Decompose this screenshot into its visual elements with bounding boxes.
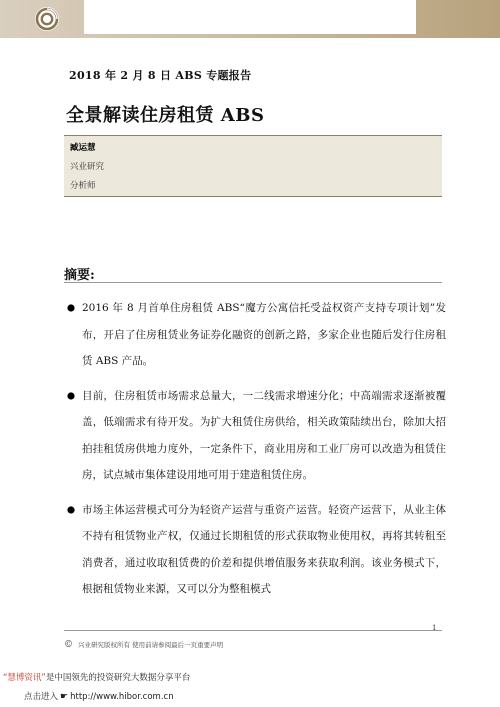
summary-bullet-text: 目前，住房租赁市场需求总量大，一二线需求增速分化；中高端需求逐渐被覆盖，低端需求有待开发。为扩大租赁住房供给，相关政策陆续出台，除加大招拍挂租赁房供地力度外，一定条件下，商业用房和工业厂房可以改造为租赁住房，试点城市集体建设用地可用于建造租赁住房。 [82, 389, 446, 481]
report-title: 全景解读住房租赁 ABS [66, 105, 265, 126]
watermark-link-line [24, 690, 174, 702]
bullet-dot-icon [66, 505, 76, 515]
copyright-text: 兴业研究版权所有 使用前请参阅最后一页重要声明 [78, 641, 224, 649]
author-name: 臧运慧 [70, 143, 96, 153]
summary-bullet [64, 383, 446, 489]
author-role: 分析师 [70, 181, 96, 191]
footer-divider [64, 630, 442, 631]
watermark-link[interactable]: http://www.hibor.com.cn [70, 692, 174, 702]
summary-bullet [64, 497, 446, 603]
watermark-link-prefix: 点击进入 [24, 692, 59, 702]
summary-bullet-list [64, 295, 446, 611]
summary-heading: 摘要: [64, 268, 95, 283]
copyright-icon: © [64, 640, 73, 650]
watermark-tagline: 是中国领先的投资研究大数据分享平台 [45, 673, 191, 683]
page-number: 1 [432, 624, 437, 632]
watermark-line [3, 671, 190, 683]
summary-bullet-text: 市场主体运营模式可分为轻资产运营与重资产运营。轻资产运营下，从业主体不持有租赁物业产权，仅通过长期租赁的形式获取物业使用权，再将其转租至消费者，通过收取租赁费的价差和提供增值服务来获取利润。该业务模式下，根据租赁物业来源，又可以分为整租模式 [82, 503, 446, 595]
summary-bullet-text: 2016 年 8 月首单住房租赁 ABS“魔方公寓信托受益权资产支持专项计划”发布，开启了住房租赁业务证券化融资的创新之路，多家企业也随后发行住房租赁 ABS 产品。 [82, 302, 446, 367]
summary-divider [64, 282, 442, 283]
author-box [64, 135, 442, 197]
report-date-line: 2018 年 2 月 8 日 ABS 专题报告 [69, 69, 252, 82]
header-title-area [84, 0, 416, 34]
author-org: 兴业研究 [70, 162, 105, 172]
company-logo-icon [34, 6, 60, 32]
watermark-brand: “慧博资讯” [3, 673, 46, 683]
bullet-dot-icon [66, 303, 76, 313]
pointing-hand-icon: ☛ [60, 692, 69, 702]
bullet-dot-icon [66, 391, 76, 401]
summary-bullet [64, 295, 446, 375]
copyright-notice [64, 640, 223, 650]
